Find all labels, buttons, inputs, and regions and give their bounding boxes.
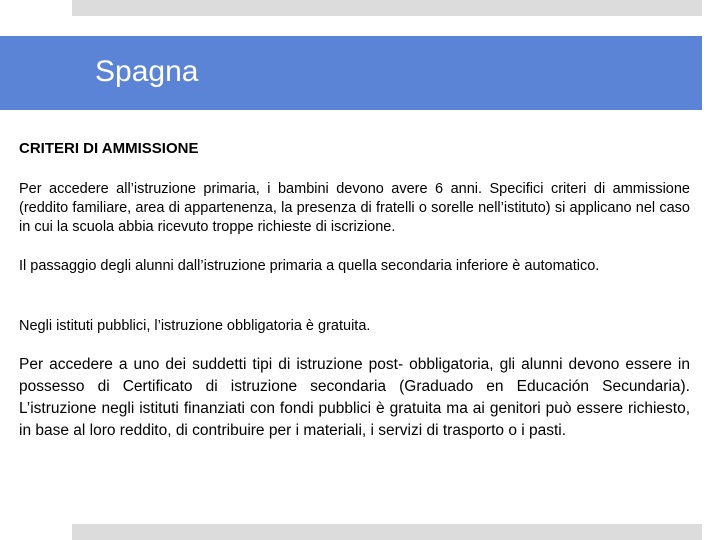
section-heading: CRITERI DI AMMISSIONE: [19, 140, 199, 157]
slide-title: Spagna: [95, 55, 199, 88]
bottom-decorative-bar: [72, 524, 702, 540]
post-compulsory-paragraph: Per accedere a uno dei suddetti tipi di istruzione post- obbligatoria, gli alunni devono essere in possesso di Certificato di istruzione secondaria (Graduado en Educación Secundaria). L’istruzione negli istituti finanziati con fondi pubblici è gratuita ma ai genitori può essere richiesto, in base al loro reddito, di contribuire per i materiali, i servizi di trasporto o i pasti.: [19, 356, 690, 439]
transition-paragraph: Il passaggio degli alunni dall’istruzione primaria a quella secondaria inferiore è automatico.: [19, 258, 600, 274]
free-education-paragraph: Negli istituti pubblici, l’istruzione obbligatoria è gratuita.: [19, 318, 371, 334]
admission-paragraph: Per accedere all’istruzione primaria, i bambini devono avere 6 anni. Specifici criteri di ammissione (reddito familiare, area di appartenenza, la presenza di fratelli o sorelle nell’istituto) si applicano nel caso in cui la scuola abbia ricevuto troppe richieste di iscrizione.: [19, 181, 690, 235]
title-banner: [0, 36, 702, 110]
top-decorative-bar: [72, 0, 702, 16]
